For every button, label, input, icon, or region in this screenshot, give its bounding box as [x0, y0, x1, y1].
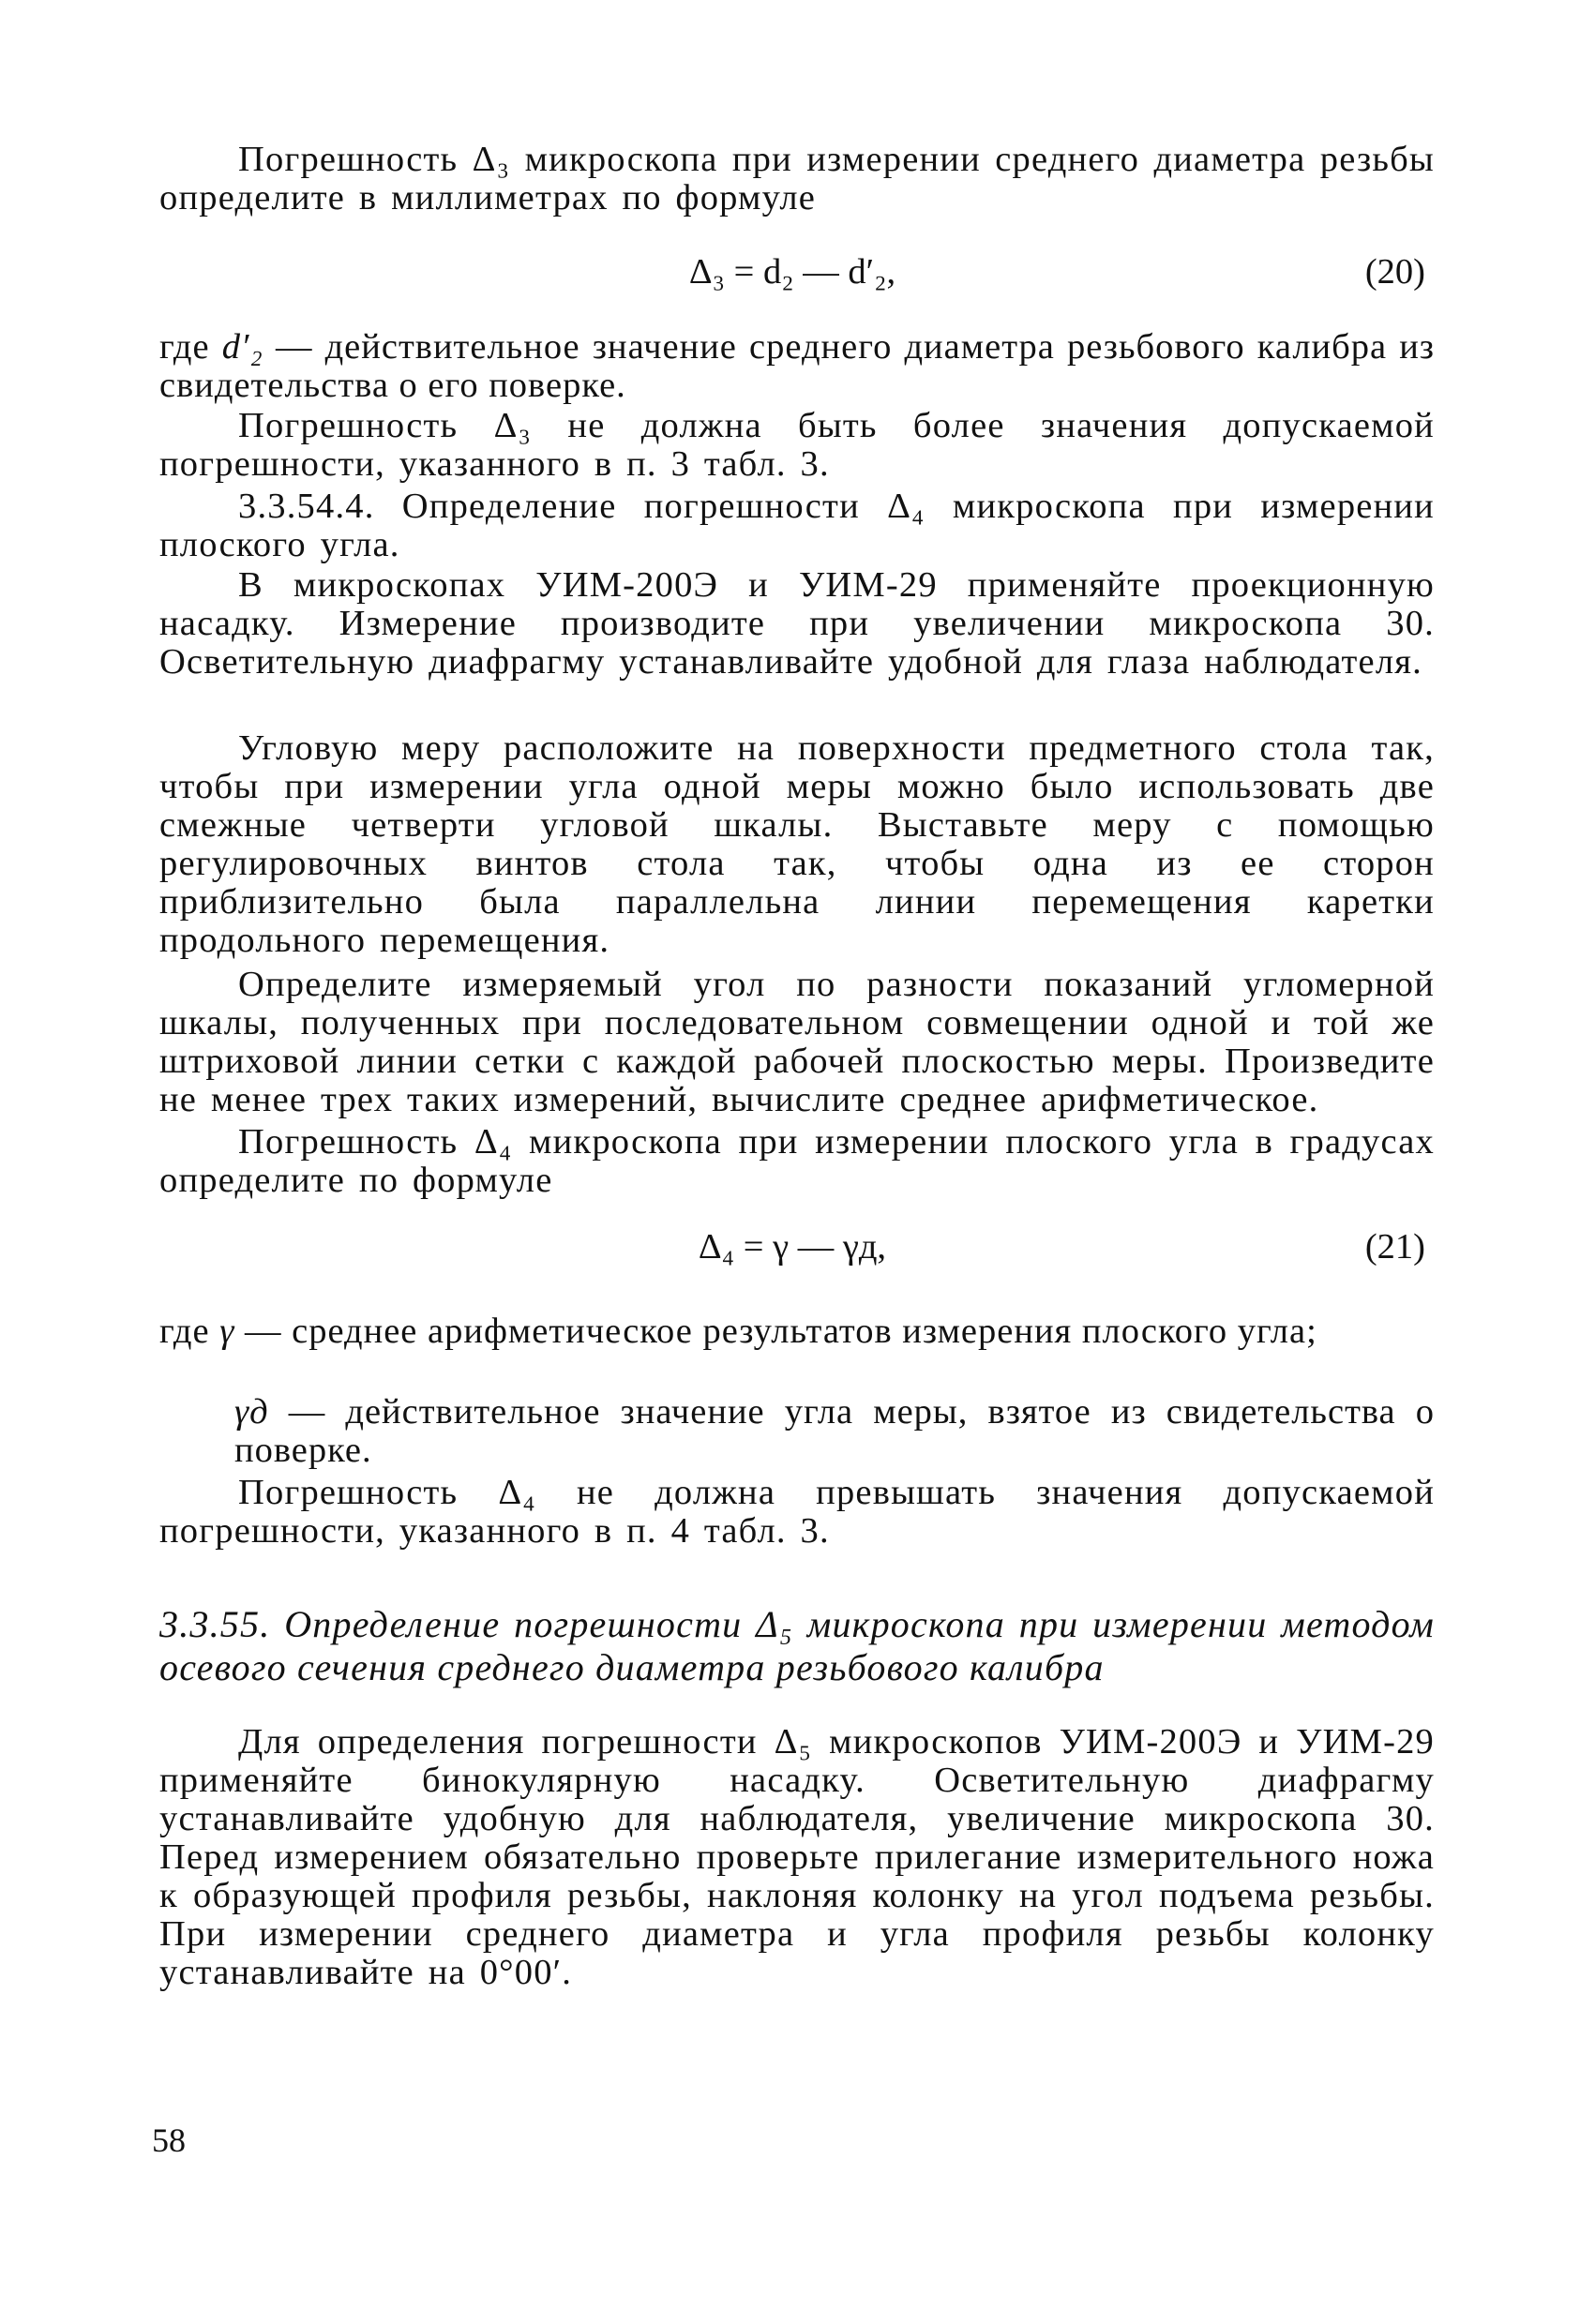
- formula-20: [159, 251, 1425, 298]
- where-d2-definition: где d′₂ — действительное значение среднего диаметра резьбового калибра из свидетельства о его поверке.: [159, 327, 1436, 405]
- where-gamma-definition: где γ — среднее арифметическое результатов измерения плоского угла;: [159, 1312, 1317, 1351]
- paragraph-error-d4: Погрешность Δ₄ микроскопа при измерении плоского угла в градусах определите по формуле: [159, 1122, 1435, 1200]
- formula-21-number: (21): [1364, 1227, 1425, 1267]
- paragraph-angle-determination: Определите измеряемый угол по разности показаний угломерной шкалы, полученных при последовательном совмещении одной и той же штриховой линии сетки с каждой рабочей плоскостью меры. Произведите не менее трех таких измерений, вычислите среднее арифметическое.: [159, 965, 1435, 1119]
- formula-20-expression: Δ₃ = d₂ — d′₂,: [688, 252, 896, 292]
- formula-20-number: (20): [1364, 252, 1425, 292]
- paragraph-error-d3: Погрешность Δ₃ микроскопа при измерении среднего диаметра резьбы определите в миллиметрах по формуле: [159, 140, 1435, 217]
- paragraph-d4-limit: Погрешность Δ₄ не должна превышать значения допускаемой погрешности, указанного в п. 4 табл. 3.: [159, 1473, 1435, 1551]
- paragraph-binocular-attachment: Для определения погрешности Δ₅ микроскопов УИМ-200Э и УИМ-29 применяйте бинокулярную насадку. Осветительную диафрагму устанавливайте удобную для наблюдателя, увеличение микроскопа 30. Перед измерением обязательно проверьте прилегание измерительного ножа к образующей профиля резьбы, наклоняя колонку на угол подъема резьбы. При измерении среднего диаметра и угла профиля резьбы колонку устанавливайте на 0°00′.: [159, 1722, 1435, 1992]
- section-3-3-54-4: 3.3.54.4. Определение погрешности Δ₄ микроскопа при измерении плоского угла.: [159, 487, 1435, 564]
- section-heading-3-3-55: 3.3.55. Определение погрешности Δ₅ микроскопа при измерении методом осевого сечения среднего диаметра резьбового калибра: [159, 1603, 1435, 1688]
- paragraph-projection-attachment: В микроскопах УИМ-200Э и УИМ-29 применяйте проекционную насадку. Измерение производите при увеличении микроскопа 30. Осветительную диафрагму устанавливайте удобной для глаза наблюдателя.: [159, 565, 1435, 682]
- page-number: 58: [152, 2122, 186, 2159]
- formula-21: [159, 1226, 1425, 1273]
- paragraph-d3-limit: Погрешность Δ₃ не должна быть более значения допускаемой погрешности, указанного в п. 3 табл. 3.: [159, 406, 1435, 484]
- formula-21-expression: Δ₄ = γ — γд,: [698, 1227, 887, 1267]
- paragraph-angle-measure-setup: Угловую меру расположите на поверхности предметного стола так, чтобы при измерении угла одной меры можно было использовать две смежные четверти угловой шкалы. Выставьте меру с помощью регулировочных винтов стола так, чтобы одна из ее сторон приблизительно была параллельна линии перемещения каретки продольного перемещения.: [159, 728, 1435, 960]
- where-gamma-d-definition: γд — действительное значение угла меры, взятое из свидетельства о поверке.: [234, 1392, 1435, 1470]
